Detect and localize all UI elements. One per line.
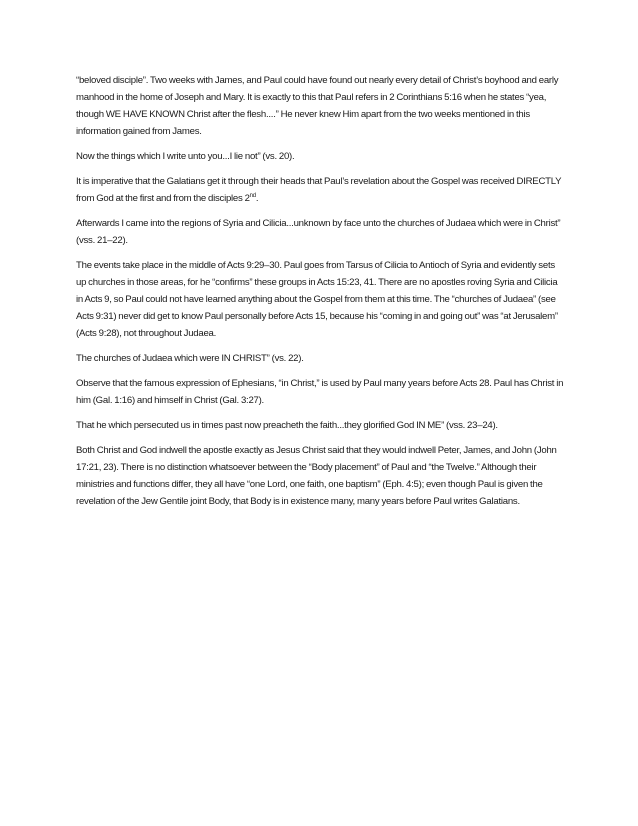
- paragraph-observe: Observe that the famous expression of Ephesians, “in Christ,” is used by Paul many years before Acts 28. Paul has Christ in him (Gal. 1:16) and himself in Christ (Gal. 3:27).: [76, 378, 564, 406]
- paragraph-imperative: [76, 173, 566, 207]
- paragraph-now-the-things: Now the things which I write unto you...I lie not” (vs. 20).: [76, 151, 295, 162]
- paragraph-both-christ: Both Christ and God indwell the apostle exactly as Jesus Christ said that they would indwell Peter, James, and John (John 17:21, 23). There is no distinction whatsoever between the “Body placement” of Paul and “the Twelve.” Although their ministries and functions differ, they all have “one Lord, one faith, one baptism” (Eph. 4:5); even though Paul is given the revelation of the Jew Gentile joint Body, that Body is in existence many, many years before Paul writes Galatians.: [76, 445, 557, 507]
- paragraph-afterwards: Afterwards I came into the regions of Syria and Cilicia...unknown by face unto the churches of Judaea which were in Christ” (vss. 21–22).: [76, 218, 561, 246]
- paragraph-imperative-end: .: [255, 193, 259, 204]
- paragraph-beloved-disciple: “beloved disciple”. Two weeks with James, and Paul could have found out nearly every detail of Christ’s boyhood and early manhood in the home of Joseph and Mary. It is exactly to this that Paul refers in 2 Corinthians 5:16 when he states “yea, though WE HAVE KNOWN Christ after the flesh....” He never knew Him apart from the two weeks mentioned in this information gained from James.: [76, 75, 559, 137]
- paragraph-persecuted: That he which persecuted us in times past now preacheth the faith...they glorified God IN ME” (vss. 23–24).: [76, 420, 498, 431]
- paragraph-events: The events take place in the middle of Acts 9:29–30. Paul goes from Tarsus of Cilicia to Antioch of Syria and evidently sets up churches in those areas, for he “confirms” these groups in Acts 15:23, 41. There are no apostles roving Syria and Cilicia in Acts 9, so Paul could not have learned anything about the Gospel from them at this time. The “churches of Judaea” (see Acts 9:31) never did get to know Paul personally before Acts 15, because his “coming in and going out” was “at Jerusalem” (Acts 9:28), not throughout Judaea.: [76, 260, 558, 339]
- paragraph-imperative-text: It is imperative that the Galatians get it through their heads that Paul’s revelation about the Gospel was received DIRECTLY from God at the first and from the disciples 2: [76, 176, 562, 204]
- paragraph-churches-of-judaea: The churches of Judaea which were IN CHRIST” (vs. 22).: [76, 353, 304, 364]
- document-body: [76, 72, 566, 518]
- ordinal-superscript: nd: [249, 192, 256, 199]
